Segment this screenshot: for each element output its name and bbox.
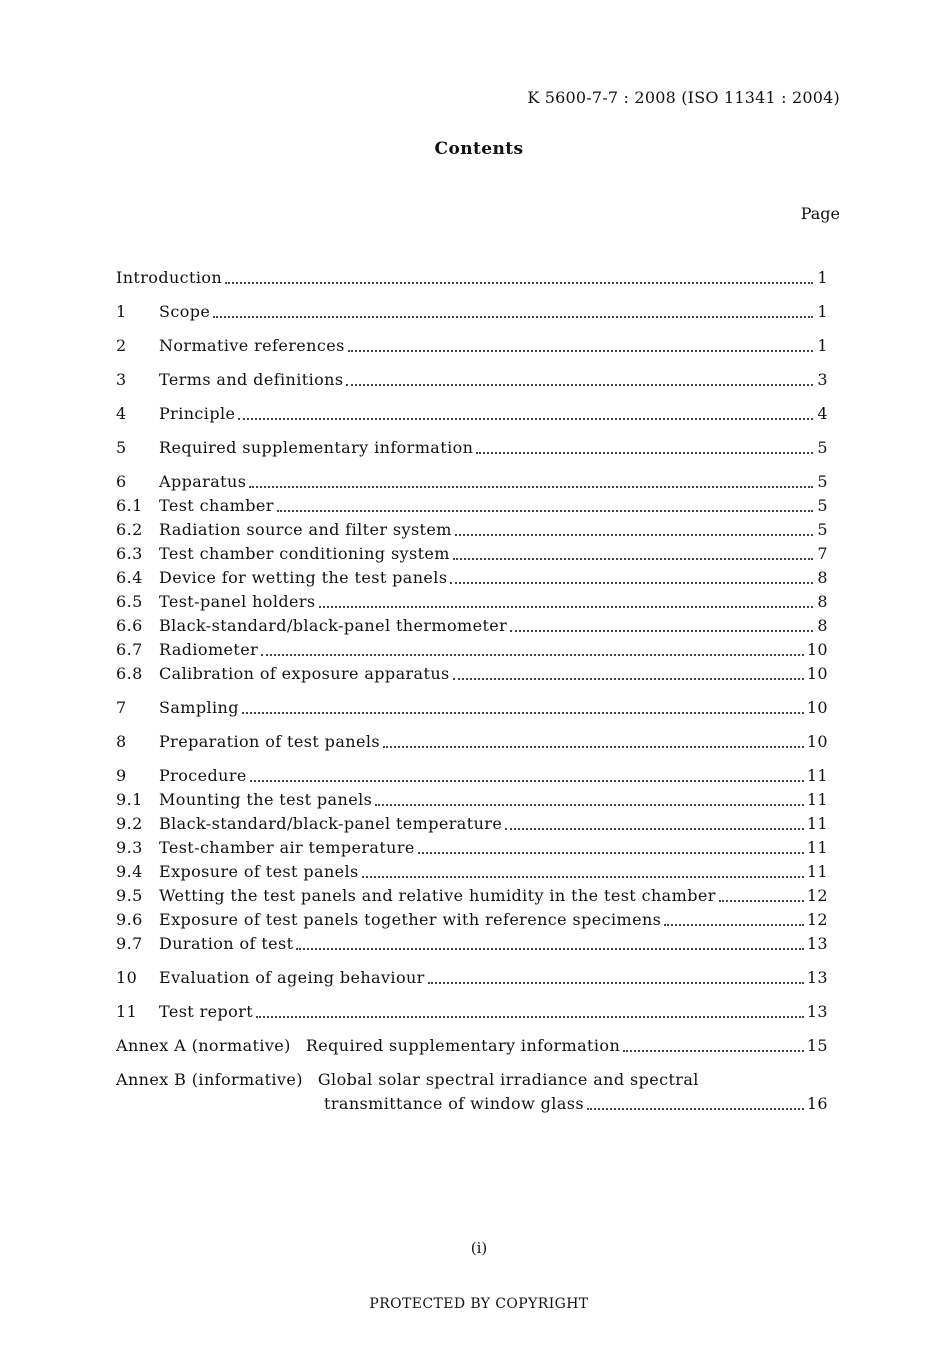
toc-entry-title: Black-standard/black-panel thermometer: [159, 616, 508, 635]
toc-entry-page: 12: [806, 910, 828, 929]
toc-entry-number: 6.1: [116, 496, 143, 515]
toc-entry-10[interactable]: [116, 966, 828, 990]
toc-entry-6-1[interactable]: [116, 494, 828, 518]
toc-entry-page: 12: [806, 886, 828, 905]
dot-leader: [250, 779, 804, 782]
toc-entry-title: Evaluation of ageing behaviour: [159, 968, 425, 987]
toc-entry-page: 1: [817, 268, 828, 287]
dot-leader: [261, 653, 804, 656]
toc-entry-title: Scope: [159, 302, 211, 321]
toc-entry-page: 5: [817, 496, 828, 515]
toc-entry-page: 10: [806, 664, 828, 683]
toc-entry-page: 5: [817, 520, 828, 539]
toc-entry-title: Exposure of test panels together with reference specimens: [159, 910, 662, 929]
toc-entry-number: 1: [116, 302, 127, 321]
toc-entry-6-8[interactable]: [116, 662, 828, 686]
toc-entry-page: 1: [817, 302, 828, 321]
toc-entry-page: 1: [817, 336, 828, 355]
toc-entry-page: 13: [806, 968, 828, 987]
toc-annex-label: Annex A (normative): [116, 1036, 291, 1055]
standard-number: K 5600-7-7 : 2008 (ISO 11341 : 2004): [527, 88, 840, 107]
toc-entry-6-5[interactable]: [116, 590, 828, 614]
dot-leader: [505, 827, 804, 830]
toc-entry-number: 6.3: [116, 544, 143, 563]
toc-entry-6-4[interactable]: [116, 566, 828, 590]
toc-entry-9-1[interactable]: [116, 788, 828, 812]
toc-entry-page: 10: [806, 640, 828, 659]
toc-entry-annex-b-continuation[interactable]: [116, 1092, 828, 1116]
copyright-notice: PROTECTED BY COPYRIGHT: [369, 1296, 589, 1312]
toc-entry-page: 4: [817, 404, 828, 423]
toc-entry-9-5[interactable]: [116, 884, 828, 908]
toc-entry-title: Procedure: [159, 766, 247, 785]
toc-entry-title: Principle: [159, 404, 236, 423]
toc-entry-annex-b[interactable]: [116, 1068, 828, 1092]
dot-leader: [213, 315, 813, 318]
dot-leader: [664, 923, 804, 926]
dot-leader: [383, 745, 804, 748]
toc-entry-title: Terms and definitions: [159, 370, 344, 389]
dot-leader: [375, 803, 804, 806]
dot-leader: [450, 581, 813, 584]
toc-entry-page: 11: [806, 790, 828, 809]
toc-entry-number: 9.7: [116, 934, 143, 953]
dot-leader: [249, 485, 813, 488]
toc-entry-page: 5: [817, 472, 828, 491]
toc-entry-number: 9.5: [116, 886, 143, 905]
toc-entry-number: 9: [116, 766, 127, 785]
toc-entry-title: Apparatus: [159, 472, 247, 491]
toc-entry-title: Radiation source and filter system: [159, 520, 452, 539]
toc-entry-page: 3: [817, 370, 828, 389]
table-of-contents: [116, 266, 828, 1116]
toc-entry-title: transmittance of window glass: [324, 1094, 584, 1113]
toc-entry-title: Test report: [159, 1002, 254, 1021]
toc-entry-title: Preparation of test panels: [159, 732, 380, 751]
toc-entry-title: Test-panel holders: [159, 592, 316, 611]
toc-entry-9-7[interactable]: [116, 932, 828, 956]
toc-entry-annex-a[interactable]: [116, 1034, 828, 1058]
page-column-label: Page: [800, 204, 840, 223]
toc-entry-9-2[interactable]: [116, 812, 828, 836]
page-title: Contents: [434, 139, 524, 159]
toc-entry-title: Radiometer: [159, 640, 259, 659]
toc-entry-9-6[interactable]: [116, 908, 828, 932]
toc-entry-number: 9.4: [116, 862, 143, 881]
dot-leader: [455, 533, 813, 536]
dot-leader: [453, 557, 813, 560]
toc-entry-number: 6: [116, 472, 127, 491]
toc-entry-page: 16: [806, 1094, 828, 1113]
dot-leader: [348, 349, 813, 352]
toc-entry-number: 10: [116, 968, 138, 987]
toc-entry-6-6[interactable]: [116, 614, 828, 638]
dot-leader: [319, 605, 813, 608]
toc-entry-9-4[interactable]: [116, 860, 828, 884]
dot-leader: [225, 281, 813, 284]
toc-entry-title: Calibration of exposure apparatus: [159, 664, 450, 683]
dot-leader: [418, 851, 804, 854]
toc-entry-number: 5: [116, 438, 127, 457]
dot-leader: [428, 981, 804, 984]
toc-entry-number: 6.7: [116, 640, 143, 659]
toc-entry-title: Device for wetting the test panels: [159, 568, 448, 587]
dot-leader: [242, 711, 804, 714]
toc-entry-introduction[interactable]: [116, 266, 828, 290]
dot-leader: [296, 947, 803, 950]
toc-entry-9[interactable]: [116, 764, 828, 788]
toc-entry-number: 6.6: [116, 616, 143, 635]
toc-entry-title: Sampling: [159, 698, 239, 717]
toc-entry-page: 13: [806, 934, 828, 953]
toc-entry-page: 10: [806, 732, 828, 751]
toc-entry-title: Required supplementary information: [305, 1036, 621, 1055]
dot-leader: [476, 451, 813, 454]
toc-entry-9-3[interactable]: [116, 836, 828, 860]
dot-leader: [453, 677, 804, 680]
dot-leader: [587, 1107, 804, 1110]
dot-leader: [256, 1015, 804, 1018]
toc-entry-2[interactable]: [116, 334, 828, 358]
toc-entry-7[interactable]: [116, 696, 828, 720]
toc-entry-6[interactable]: [116, 470, 828, 494]
toc-entry-page: 10: [806, 698, 828, 717]
toc-annex-label: Annex B (informative): [116, 1070, 303, 1089]
toc-entry-page: 8: [817, 568, 828, 587]
toc-entry-number: 6.4: [116, 568, 143, 587]
toc-entry-title: Duration of test: [159, 934, 294, 953]
toc-entry-number: 3: [116, 370, 127, 389]
toc-entry-title: Test-chamber air temperature: [159, 838, 415, 857]
toc-entry-title: Exposure of test panels: [159, 862, 359, 881]
toc-entry-page: 11: [806, 766, 828, 785]
toc-entry-title: Global solar spectral irradiance and spectral: [317, 1070, 699, 1089]
dot-leader: [719, 899, 804, 902]
toc-entry-page: 8: [817, 616, 828, 635]
toc-entry-page: 7: [817, 544, 828, 563]
toc-entry-page: 15: [806, 1036, 828, 1055]
toc-entry-3[interactable]: [116, 368, 828, 392]
toc-entry-6-2[interactable]: [116, 518, 828, 542]
page-number: (i): [470, 1239, 488, 1257]
toc-entry-number: 7: [116, 698, 127, 717]
toc-entry-title: Test chamber conditioning system: [159, 544, 450, 563]
dot-leader: [362, 875, 804, 878]
dot-leader: [510, 629, 813, 632]
toc-entry-11[interactable]: [116, 1000, 828, 1024]
toc-entry-6-7[interactable]: [116, 638, 828, 662]
toc-entry-page: 8: [817, 592, 828, 611]
toc-entry-title: Black-standard/black-panel temperature: [159, 814, 503, 833]
toc-entry-5[interactable]: [116, 436, 828, 460]
toc-entry-4[interactable]: [116, 402, 828, 426]
toc-entry-title: Wetting the test panels and relative humidity in the test chamber: [159, 886, 716, 905]
dot-leader: [346, 383, 813, 386]
toc-entry-number: 8: [116, 732, 127, 751]
toc-entry-number: 9.6: [116, 910, 143, 929]
toc-entry-number: 2: [116, 336, 127, 355]
toc-entry-page: 11: [806, 862, 828, 881]
toc-entry-page: 11: [806, 838, 828, 857]
toc-entry-page: 11: [806, 814, 828, 833]
toc-entry-number: 11: [116, 1002, 138, 1021]
toc-entry-title: Introduction: [116, 268, 223, 287]
toc-entry-title: Mounting the test panels: [159, 790, 373, 809]
toc-entry-number: 9.1: [116, 790, 143, 809]
toc-entry-number: 6.2: [116, 520, 143, 539]
dot-leader: [277, 509, 813, 512]
toc-entry-page: 13: [806, 1002, 828, 1021]
toc-entry-number: 9.2: [116, 814, 143, 833]
dot-leader: [238, 417, 813, 420]
toc-entry-title: Required supplementary information: [159, 438, 474, 457]
toc-entry-1[interactable]: [116, 300, 828, 324]
toc-entry-number: 4: [116, 404, 127, 423]
toc-entry-8[interactable]: [116, 730, 828, 754]
toc-entry-number: 6.5: [116, 592, 143, 611]
toc-entry-page: 5: [817, 438, 828, 457]
toc-entry-title: Test chamber: [159, 496, 274, 515]
toc-entry-number: 9.3: [116, 838, 143, 857]
toc-entry-6-3[interactable]: [116, 542, 828, 566]
toc-entry-number: 6.8: [116, 664, 143, 683]
toc-entry-title: Normative references: [159, 336, 345, 355]
dot-leader: [623, 1049, 804, 1052]
